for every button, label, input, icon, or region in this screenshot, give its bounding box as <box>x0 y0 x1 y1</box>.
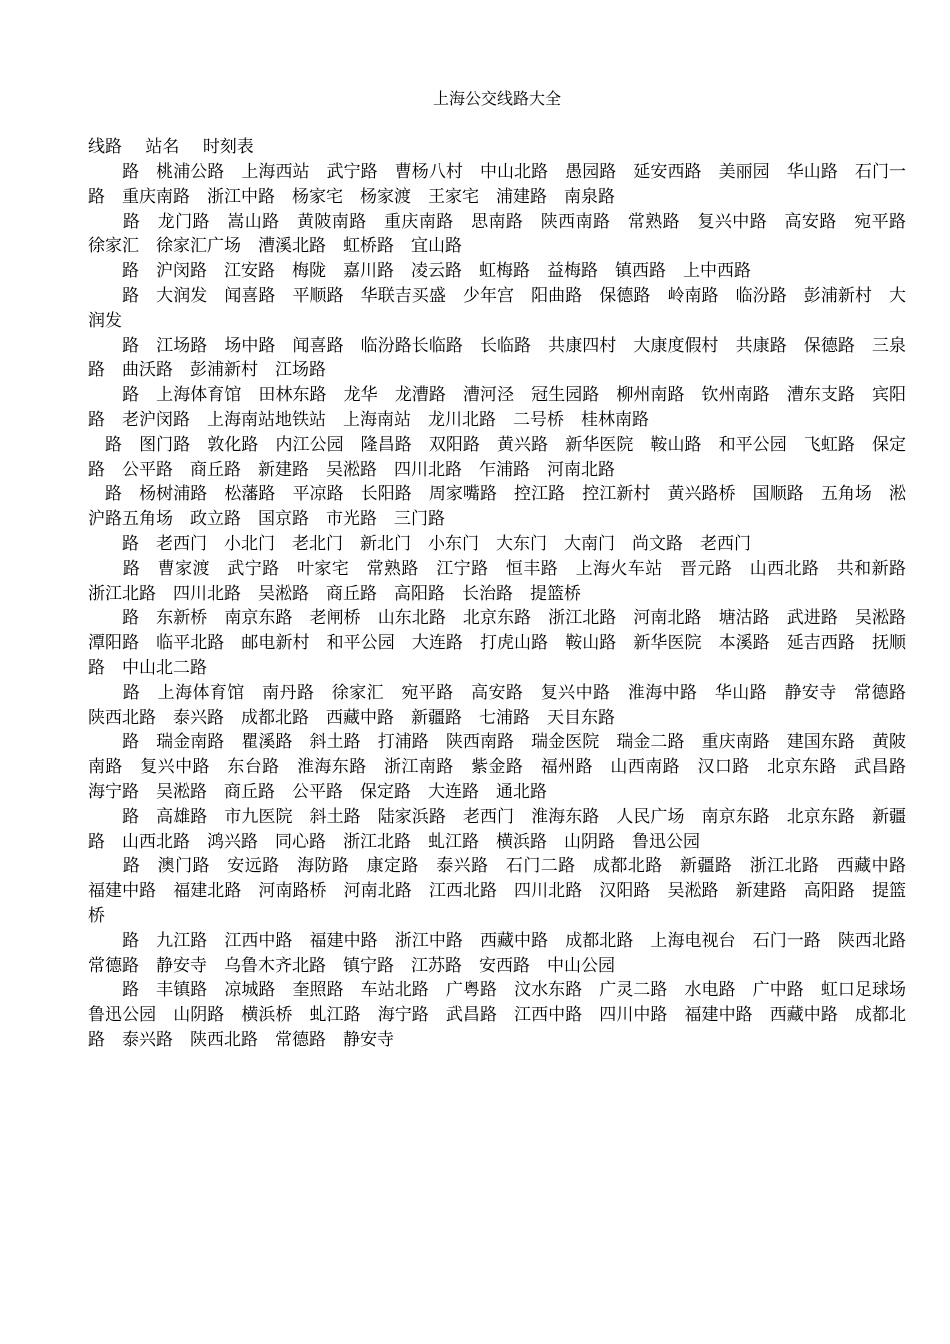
route-paragraph: 路 东新桥 南京东路 老闸桥 山东北路 北京东路 浙江北路 河南北路 塘沽路 武进路 吴淞路 潭阳路 临平北路 邮电新村 和平公园 大连路 打虎山路 鞍山路 新华医院 本溪路 延吉西路 抚顺路 中山北二路 <box>88 608 923 678</box>
route-paragraph: 路 图门路 敦化路 内江公园 隆昌路 双阳路 黄兴路 新华医院 鞍山路 和平公园 飞虹路 保定路 公平路 商丘路 新建路 吴淞路 四川北路 乍浦路 河南北路 <box>88 434 906 480</box>
route-paragraph: 路 老西门 小北门 老北门 新北门 小东门 大东门 大南门 尚文路 老西门 <box>88 533 751 554</box>
header-stations: 站名 <box>145 137 180 157</box>
route-paragraph: 路 龙门路 嵩山路 黄陂南路 重庆南路 思南路 陕西南路 常熟路 复兴中路 高安路 宛平路 徐家汇 徐家汇广场 漕溪北路 虹桥路 宜山路 <box>88 211 923 257</box>
route-paragraph: 路 九江路 江西中路 福建中路 浙江中路 西藏中路 成都北路 上海电视台 石门一路 陕西北路 常德路 静安寺 乌鲁木齐北路 镇宁路 江苏路 安西路 中山公园 <box>88 930 923 976</box>
route-paragraph: 路 桃浦公路 上海西站 武宁路 曹杨八村 中山北路 愚园路 延安西路 美丽园 华山路 石门一路 重庆南路 浙江中路 杨家宅 杨家渡 王家宅 浦建路 南泉路 <box>88 162 906 207</box>
route-paragraph: 路 大润发 闻喜路 平顺路 华联吉买盛 少年宫 阳曲路 保德路 岭南路 临汾路 彭浦新村 大润发 <box>88 285 906 331</box>
route-paragraph: 路 沪闵路 江安路 梅陇 嘉川路 凌云路 虹梅路 益梅路 镇西路 上中西路 <box>88 261 751 282</box>
route-paragraph: 路 上海体育馆 田林东路 龙华 龙漕路 漕河泾 冠生园路 柳州南路 钦州南路 漕东支路 宾阳路 老沪闵路 上海南站地铁站 上海南站 龙川北路 二号桥 桂林南路 <box>88 385 906 430</box>
route-paragraph: 路 丰镇路 凉城路 奎照路 车站北路 广粤路 汶水东路 广灵二路 水电路 广中路 虹口足球场 鲁迅公园 山阴路 横浜桥 虬江路 海宁路 武昌路 江西中路 四川中路 福建中路 西藏中路 成都北路 泰兴路 陕西北路 常德路 静安寺 <box>88 980 923 1050</box>
route-paragraph: 路 江场路 场中路 闻喜路 临汾路长临路 长临路 共康四村 大康度假村 共康路 保德路 三泉路 曲沃路 彭浦新村 江场路 <box>88 335 906 381</box>
route-list <box>88 160 923 1053</box>
route-paragraph: 路 瑞金南路 瞿溪路 斜土路 打浦路 陕西南路 瑞金医院 瑞金二路 重庆南路 建国东路 黄陂南路 复兴中路 东台路 淮海东路 浙江南路 紫金路 福州路 山西南路 汉口路 北京东路 武昌路 海宁路 吴淞路 商丘路 公平路 保定路 大连路 通北路 <box>88 732 923 802</box>
route-paragraph: 路 曹家渡 武宁路 叶家宅 常熟路 江宁路 恒丰路 上海火车站 晋元路 山西北路 共和新路 浙江北路 四川北路 吴淞路 商丘路 高阳路 长治路 提篮桥 <box>88 558 923 604</box>
route-paragraph: 路 高雄路 市九医院 斜土路 陆家浜路 老西门 淮海东路 人民广场 南京东路 北京东路 新疆路 山西北路 鸿兴路 同心路 浙江北路 虬江路 横浜路 山阴路 鲁迅公园 <box>88 806 906 852</box>
route-paragraph: 路 上海体育馆 南丹路 徐家汇 宛平路 高安路 复兴中路 淮海中路 华山路 静安寺 常德路 陕西北路 泰兴路 成都北路 西藏中路 新疆路 七浦路 天目东路 <box>88 682 923 728</box>
header-timetable: 时刻表 <box>202 137 254 157</box>
table-header <box>88 136 272 158</box>
header-route: 线路 <box>88 137 122 157</box>
route-paragraph: 路 杨树浦路 松藩路 平凉路 长阳路 周家嘴路 控江路 控江新村 黄兴路桥 国顺路 五角场 淞沪路五角场 政立路 国京路 市光路 三门路 <box>88 484 906 530</box>
route-paragraph: 路 澳门路 安远路 海防路 康定路 泰兴路 石门二路 成都北路 新疆路 浙江北路 西藏中路 福建中路 福建北路 河南路桥 河南北路 江西北路 四川北路 汉阳路 吴淞路 新建路 高阳路 提篮桥 <box>88 856 923 926</box>
document-title: 上海公交线路大全 <box>432 89 561 108</box>
